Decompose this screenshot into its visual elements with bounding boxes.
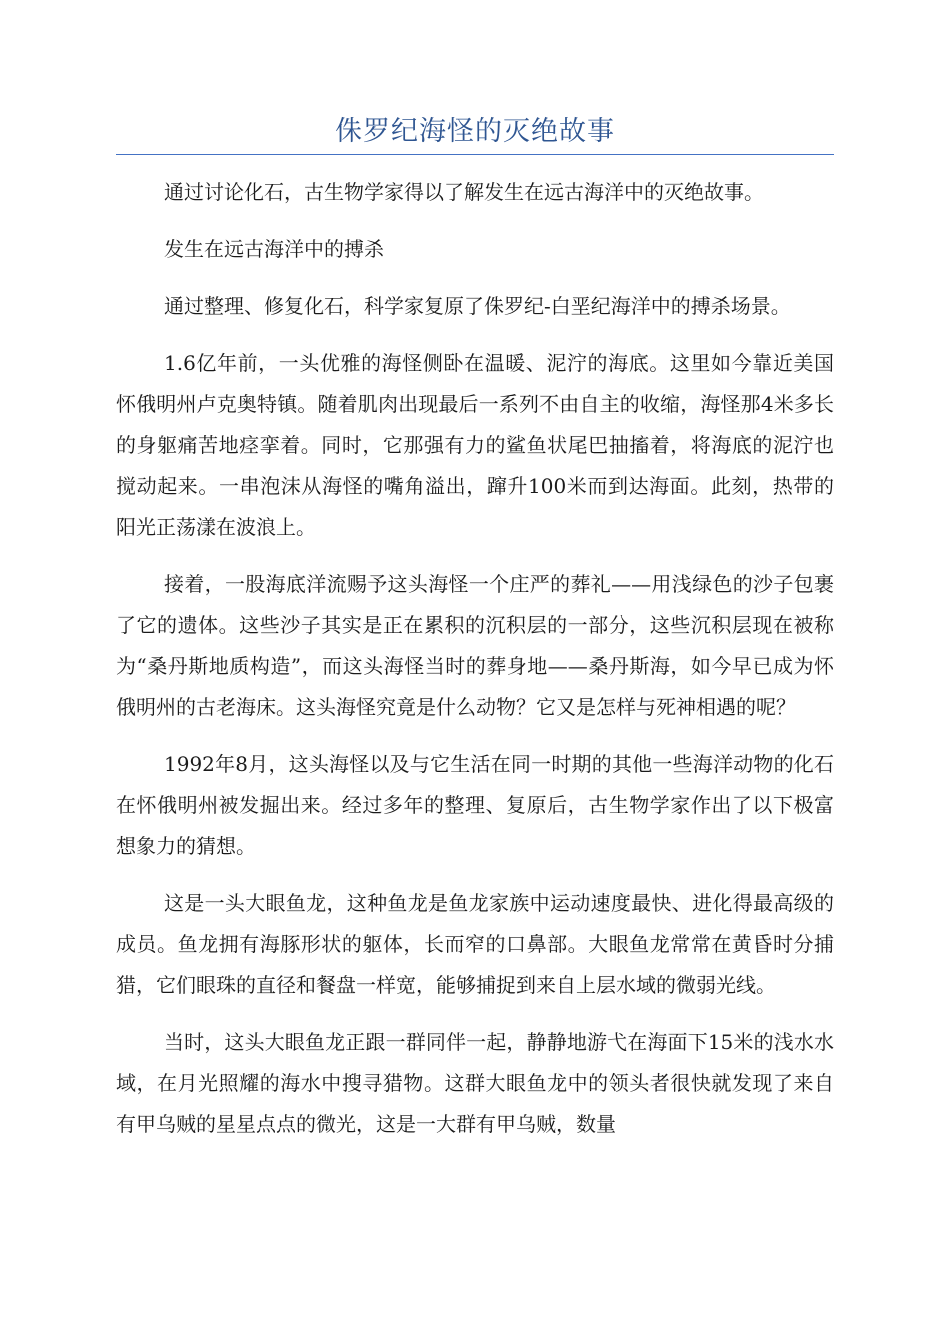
paragraph-hunting: 当时，这头大眼鱼龙正跟一群同伴一起，静静地游弋在海面下15米的浅水水域，在月光照耀的海水中搜寻猎物。这群大眼鱼龙中的领头者很快就发现了来自有甲乌贼的星星点点的微光，这是一大群有甲乌贼，数量: [116, 1030, 834, 1136]
title-underline: [116, 154, 834, 155]
paragraph-burial: 接着，一股海底洋流赐予这头海怪一个庄严的葬礼——用浅绿色的沙子包裹了它的遗体。这些沙子其实是正在累积的沉积层的一部分，这些沉积层现在被称为“桑丹斯地质构造”，而这头海怪当时的葬身地——桑丹斯海，如今早已成为怀俄明州的古老海床。这头海怪究竟是什么动物？它又是怎样与死神相遇的呢？: [116, 572, 834, 719]
document-title: 侏罗纪海怪的灭绝故事: [335, 116, 615, 147]
paragraph-reconstruction: 通过整理、修复化石，科学家复原了侏罗纪-白垩纪海洋中的搏杀场景。: [164, 294, 791, 318]
paragraph-subheading: 发生在远古海洋中的搏杀: [164, 237, 384, 261]
document-body: [116, 172, 834, 1161]
paragraph-discovery: 1992年8月，这头海怪以及与它生活在同一时期的其他一些海洋动物的化石在怀俄明州被发掘出来。经过多年的整理、复原后，古生物学家作出了以下极富想象力的猜想。: [116, 752, 834, 858]
paragraph-ophthalmosaurus: 这是一头大眼鱼龙，这种鱼龙是鱼龙家族中运动速度最快、进化得最高级的成员。鱼龙拥有海豚形状的躯体，长而窄的口鼻部。大眼鱼龙常常在黄昏时分捕猎，它们眼珠的直径和餐盘一样宽，能够捕捉到来自上层水域的微弱光线。: [116, 891, 834, 997]
paragraph-intro: 通过讨论化石，古生物学家得以了解发生在远古海洋中的灭绝故事。: [164, 180, 764, 204]
paragraph-death-scene: 1.6亿年前，一头优雅的海怪侧卧在温暖、泥泞的海底。这里如今靠近美国怀俄明州卢克奥特镇。随着肌肉出现最后一系列不由自主的收缩，海怪那4米多长的身躯痛苦地痉挛着。同时，它那强有力的鲨鱼状尾巴抽搐着，将海底的泥泞也搅动起来。一串泡沫从海怪的嘴角溢出，蹿升100米而到达海面。此刻，热带的阳光正荡漾在波浪上。: [116, 351, 834, 539]
